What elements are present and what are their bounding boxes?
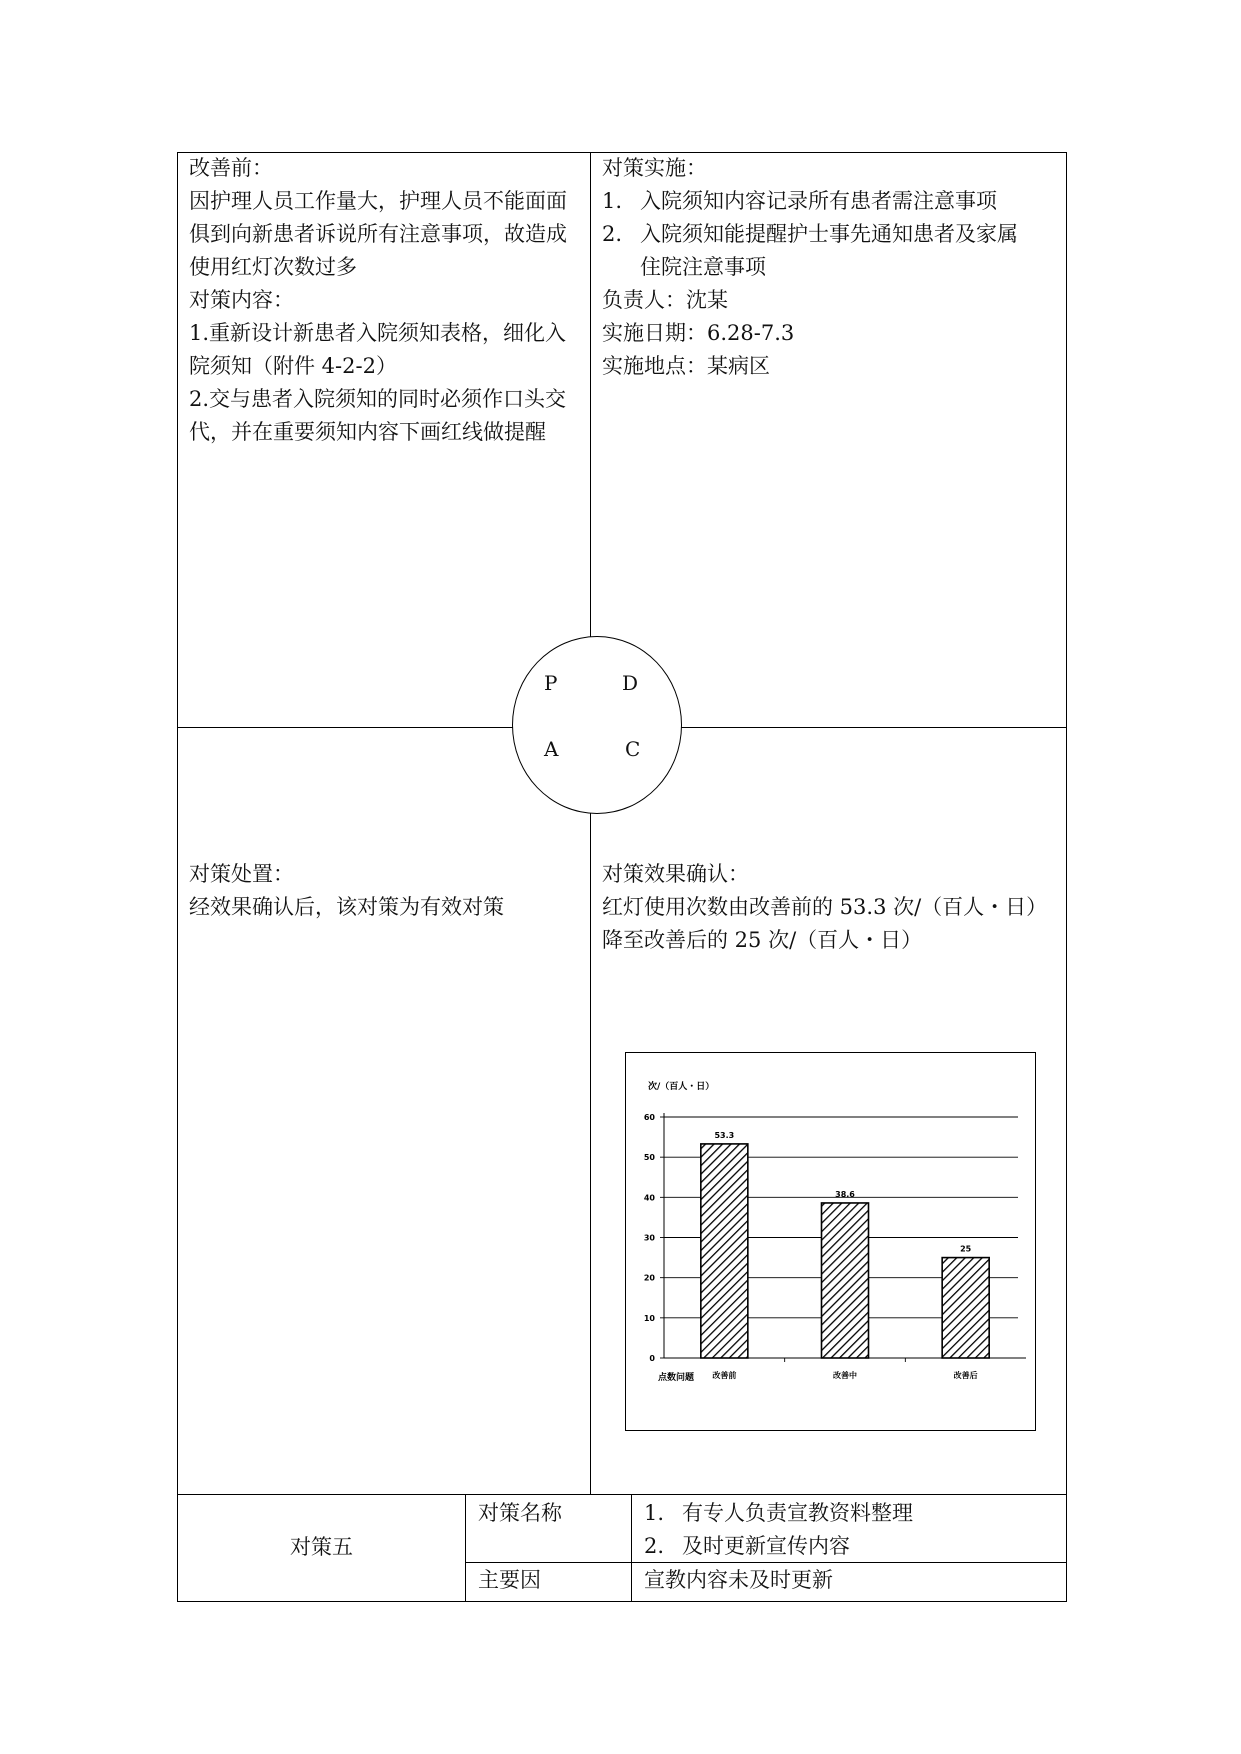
pdca-letter-d: D [622,671,639,695]
chart-y-tick-label: 0 [649,1354,655,1363]
plan-quadrant [189,152,585,449]
quadrant-divider-vertical [590,152,591,1494]
plan-heading: 改善前： [189,156,273,180]
table-border-right [1066,152,1067,1602]
do-item-2-number: 2. [602,222,623,246]
do-item-1-number: 1. [602,189,623,213]
check-line: 降至改善后的 25 次/（百人・日） [602,928,923,952]
chart-bar [822,1203,869,1358]
do-item-1-text: 入院须知内容记录所有患者需注意事项 [640,189,997,213]
countermeasure-item-1-text: 有专人负责宣教资料整理 [682,1501,913,1525]
countermeasure-item-2-number: 2. [644,1534,665,1558]
chart-y-axis-label: 次/（百人・日） [648,1082,715,1092]
bar-chart [625,1052,1036,1431]
do-date: 实施日期：6.28-7.3 [602,321,795,345]
plan-content-line: 1.重新设计新患者入院须知表格，细化入 [189,321,567,345]
act-quadrant [189,858,585,924]
plan-content-line: 2.交与患者入院须知的同时必须作口头交 [189,387,567,411]
pdca-letter-a: A [544,737,559,761]
chart-x-tick-label: 改善中 [833,1371,857,1380]
chart-x-axis-label: 点数问题 [658,1373,695,1383]
plan-content-heading: 对策内容： [189,288,294,312]
chart-y-tick-label: 40 [643,1193,655,1203]
chart-x-tick-label: 改善前 [712,1371,737,1380]
countermeasure-name-label: 对策名称 [478,1501,562,1525]
plan-content-line: 院须知（附件 4-2-2） [189,354,397,378]
pdca-circle [512,636,682,814]
plan-line: 俱到向新患者诉说所有注意事项，故造成 [189,222,567,246]
countermeasure-item-2 [644,1530,913,1563]
check-heading: 对策效果确认： [602,862,749,886]
do-item-2-text: 入院须知能提醒护士事先通知患者及家属 [640,222,1018,246]
countermeasure-item-1 [644,1497,913,1530]
chart-y-tick-label: 60 [643,1113,655,1122]
bottom-table-col2 [631,1494,632,1602]
plan-line: 使用红灯次数过多 [189,255,357,279]
pdca-letter-p: P [544,671,558,695]
chart-y-tick-label: 20 [643,1273,655,1283]
table-border-left [177,152,178,1602]
check-quadrant [602,858,1062,957]
bottom-table-top [177,1494,1067,1495]
do-owner: 负责人：沈某 [602,288,728,312]
bottom-table-col1 [465,1494,466,1602]
bottom-table-bottom [177,1601,1067,1602]
do-item-2-continuation: 住院注意事项 [640,255,766,279]
chart-data-label: 38.6 [835,1189,855,1199]
chart-data-label: 25 [960,1244,972,1254]
do-item-2 [602,218,1062,251]
chart-bar [942,1258,989,1358]
countermeasure-item-2-text: 及时更新宣传内容 [682,1534,850,1558]
main-cause-value: 宣教内容未及时更新 [644,1568,833,1592]
do-place: 实施地点：某病区 [602,354,770,378]
act-heading: 对策处置： [189,862,294,886]
act-text: 经效果确认后，该对策为有效对策 [189,895,504,919]
check-line: 红灯使用次数由改善前的 53.3 次/（百人・日） [602,895,1048,919]
plan-content-line: 代，并在重要须知内容下画红线做提醒 [189,420,546,444]
do-quadrant [602,152,1062,383]
do-item-1 [602,185,1062,218]
do-heading: 对策实施： [602,156,707,180]
chart-y-tick-label: 30 [643,1233,655,1243]
main-cause-label: 主要因 [478,1568,541,1592]
countermeasure-label: 对策五 [290,1535,353,1559]
countermeasure-item-1-number: 1. [644,1501,665,1525]
chart-bar [701,1144,748,1358]
bar-chart-svg [626,1053,1035,1430]
chart-y-tick-label: 10 [643,1313,655,1323]
pdca-letter-c: C [625,737,641,761]
countermeasure-name-values [644,1497,913,1563]
chart-data-label: 53.3 [714,1130,735,1140]
plan-line: 因护理人员工作量大，护理人员不能面面 [189,189,567,213]
chart-x-tick-label: 改善后 [953,1371,978,1380]
chart-y-tick-label: 50 [643,1153,655,1163]
